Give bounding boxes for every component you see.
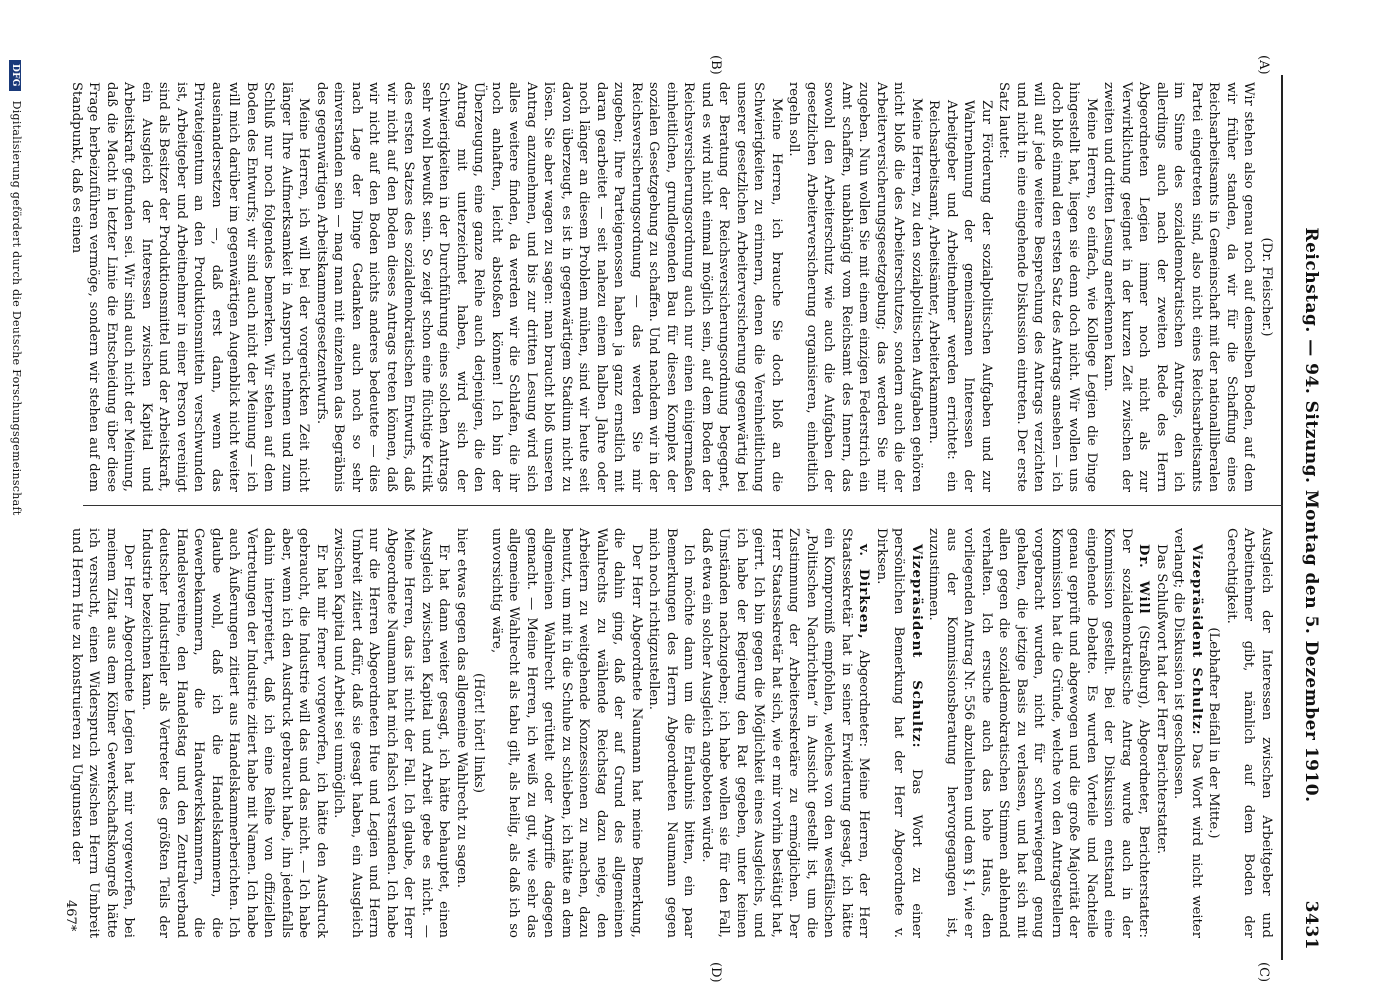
left-column xyxy=(68,82,1276,492)
footer-text: Digitalisierung gefördert durch die Deutsche Forschungsgemeinschaft xyxy=(10,100,23,516)
page-number: 3431 xyxy=(1301,900,1321,950)
paragraph xyxy=(138,528,331,938)
paragraph-text: Meine Herren, ich brauche Sie doch bloß an die Schwierigkeiten zu erinnern, denen die Vereinheitlichung unserer gesetzlichen Arbeiterversicherung gegenwärtig bei der Beratung der Reichsversicherungsordnung begegnet, und es wird nicht einmal möglich sein, auf dem Boden der Reichsversicherungsordnung auch nur einen einigermaßen einheitlichen, grundlegenden Bau für diesen Komplex der sozialen Gesetzgebung zu schaffen. Und nachdem wir in der Reichsversicherungsordnung — das werden Sie mir zugeben; Ihre Parteigenossen haben ja ganz ernstlich mit daran gearbeitet — seit nahezu einem halben Jahre oder noch länger an diesem Problem mühen, sind wir heute seit davon überzeugt, es ist in gegenwärtigem Stadium nicht zu lösen. Sie aber wagen zu sagen: man braucht bloß unseren Antrag anzunehmen, und bis zur dritten Lesung wird sich alles weitere finden, da werden wir die Schlafen, die ihr noch anhaften, leicht abstoßen können! Ich bin der Überzeugung, eine ganze Reihe auch derjenigen, die den Antrag mit unterzeichnet haben, wird sich der Schwierigkeiten in der Durchführung eines solchen Antrags sehr wohl bewußt sein. So zeigt schon eine flüchtige Kritik des ersten Satzes des sozialdemokratischen Entwurfs, daß wir nicht auf den Boden dieses Antrags treten können, daß wir nicht auf den Boden nichts anderes bedeutete — dies nach Lage der Dinge Gedanken auch noch so sehr einverstanden sein — mag man mit einzelnen das Begräbnis des gegenwärtigen Arbeitskammergesetzentwurfs. xyxy=(314,82,784,492)
paragraph xyxy=(1223,528,1276,938)
paragraph-text: Ausgleich der Interessen zwischen Arbeitgeber und Arbeitnehmer gibt, nämlich auf dem Boden der Gerechtigkeit. xyxy=(1224,528,1274,938)
dfg-logo: DFG xyxy=(9,60,21,91)
paragraph xyxy=(1258,82,1276,492)
paragraph-text: Der Herr Abgeordnete Naumann hat meine Bemerkung, die dahin ging, daß der auf Grund des allgemeinen Wahlrechts zu wählende Reichstag dazu neige, den Arbeitern zu weitgehende Konzessionen zu machen, dazu benutzt, um mit in die Schuhe zu schieben, ich hätte an dem allgemeinen Wahlrecht gerüttelt oder Angriffe dagegen gemacht. — Meine Herren, ich weiß zu gut, wie sehr das allgemeine Wahlrecht als tabu gilt, als heilig, als daß ich so unvorsichtig wäre, xyxy=(489,528,644,938)
header-title: Reichstag. — 94. Sitzung. Montag den 5. Dezember 1910. xyxy=(1301,227,1321,803)
paragraph-text: hier etwas gegen das allgemeine Wahlrecht zu sagen. xyxy=(454,528,469,888)
paragraph xyxy=(453,528,471,938)
speaker-name: Vizepräsident Schultz: xyxy=(909,544,924,749)
paragraph-text: Meine Herren, so einfach, wie Kollege Legien die Dinge hingestellt hat, liegen sie denn doch nicht. Wir wollen uns doch bloß einmal den ersten Satz des Antrags ansehen — ich will auf jede weitere Besprechung des Antrags verzichten und nicht in eine eingehende Diskussion eintreten. Der erste Satz lautet: xyxy=(996,82,1099,492)
paragraph xyxy=(488,528,646,938)
speaker-name: Vizepräsident Schultz: xyxy=(1189,544,1204,736)
header-rule xyxy=(1281,75,1283,960)
paragraph-text: (Straßburg), Abgeordneter, Berichterstatter: Der sozialdemokratische Antrag wurde auch in der Kommission gestellt. Bei der Diskussion entstand eine eingehende Debatte. Es wurden Vorteile und Nachteile genau geprüft und abgewogen und die große Majorität der Kommission hat die Gründe, welche von den Antragstellern vorgebracht wurden, nicht für schwerwiegend genug gehalten, die jetzige Basis zu verlassen, und hat sich mit allen gegen die sozialdemokratischen Stimmen ablehnend verhalten. Ich ersuche auch das hohe Haus, den vorliegenden Antrag Nr. 556 abzulehnen und dem § 1, wie er aus der Kommissionsberatung hervorgegangen ist, zuzustimmen. xyxy=(926,528,1152,938)
paragraph xyxy=(68,82,313,492)
page-header xyxy=(1291,80,1321,950)
margin-marker-c: (C) xyxy=(1256,962,1271,983)
paragraph xyxy=(68,528,138,938)
footer xyxy=(9,60,23,516)
paragraph-text: (Lebhafter Beifall in der Mitte.) xyxy=(1206,627,1222,839)
paragraph xyxy=(698,528,873,938)
paragraph xyxy=(1205,528,1223,938)
margin-marker-d: (D) xyxy=(708,962,723,983)
paragraph xyxy=(1153,528,1171,938)
paragraph-text: Der Herr Abgeordnete Legien hat mir vorgeworfen, bei meinem Zitat aus dem Kölner Gewerkschaftskongreß hätte ich versucht, einen Widerspruch zwischen Herrn Umbreit und Herrn Hue zu konstruieren zu Ungunsten der xyxy=(69,528,137,938)
paragraph xyxy=(313,82,786,492)
paragraph-text: Wir stehen also genau noch auf demselben Boden, auf dem wir früher standen, da wir für die Schaffung eines Reichsarbeitsamts in Gemeinschaft mit der nationalliberalen Partei eingetreten sind, also nicht eines Reichsarbeitsamts im Sinne des sozialdemokratischen Antrags, den ich allerdings auch nach der zweiten Rede des Herrn Abgeordneten Legien immer noch nicht als zur Verwirklichung geeignet in der kurzen Zeit zwischen der zweiten und dritten Lesung anerkennen kann. xyxy=(1101,82,1257,492)
paragraph-text: Das Schlußwort hat der Herr Berichterstatter. xyxy=(1154,544,1169,855)
signature-mark: 467* xyxy=(63,900,78,932)
paragraph-text: (Dr. Fleischer.) xyxy=(1259,237,1274,337)
paragraph xyxy=(995,82,1100,492)
margin-marker-a: (A) xyxy=(1256,55,1271,75)
paragraph xyxy=(645,528,698,938)
speaker-name: v. Dirksen, xyxy=(856,544,872,640)
paragraph xyxy=(1100,82,1258,492)
paragraph-text: Abgeordneter: Meine Herren, der Herr Staatssekretär hat in seiner Erwiderung gesagt, ich hätte ein Kompromiß empfohlen, welches von den westfälischen „Politischen Nachrichten“ in Aussicht gestellt ist, um die Zustimmung der Arbeitersekretäre zu ermöglichen. Der Herr Staatssekretär hat sich, wie er mir vorhin bestätigt hat, geirrt. Ich bin gegen die Möglichkeit eines Ausgleichs, und ich habe der Regierung den Rat gegeben, unter keinen Umständen nachzugeben; ich habe wollen sie für den Fall, daß etwa ein solcher Ausgleich angeboten würde. xyxy=(699,528,872,938)
paragraph xyxy=(925,100,995,492)
margin-marker-b: (B) xyxy=(708,55,723,75)
paragraph xyxy=(470,528,488,938)
paragraph xyxy=(873,528,926,938)
paragraph-text: Das Wort zu einer persönlichen Bemerkung hat der Herr Abgeordnete v. Dirksen. xyxy=(874,528,924,938)
paragraph-text: (Hört! hört! links) xyxy=(471,672,487,794)
paragraph-text: Meine Herren, ich will bei der vorgerückten Zeit nicht länger Ihre Aufmerksamkeit in Anspruch nehmen und zum Schluß nur noch folgendes bemerken. Wir stehen auf dem Boden des Entwurfs; wir sind auch nicht der Meinung — ich will mich darüber im gegenwärtigen Augenblick nicht weiter auseinandersetzen —, daß erst dann, wenn das Privateigentum an den Produktionsmitteln verschwunden ist, Arbeitgeber und Arbeitnehmer in einer Person vereinigt sind als Besitzer der Produktionsmittel und der Arbeitskraft, ein Ausgleich der Interessen zwischen Kapital und Arbeitskraft gefunden sei. Wir sind auch nicht der Meinung, daß die Macht in letzter Linie die Entscheidung über diese Frage herbeizuführen vermöge, sondern wir stehen auf dem Standpunkt, daß es einen xyxy=(69,82,312,492)
paragraph xyxy=(785,82,925,492)
paragraph xyxy=(925,528,1153,938)
paragraph-text: Er hat dann weiter gesagt, ich hätte behauptet, einen Ausgleich zwischen Kapital und Arbeit gebe es nicht. — Meine Herren, das ist nicht der Fall. Ich glaube, der Herr Abgeordnete Naumann hat mich falsch verstanden. Ich habe nur die Herren Abgeordneten Hue und Legien und Herrn Umbreit zitiert dafür, daß sie gesagt haben, ein Ausgleich zwischen Kapital und Arbeit sei unmöglich. xyxy=(331,528,452,938)
paragraph-text: Das Wort wird nicht weiter verlangt; die Diskussion ist geschlossen. xyxy=(1171,528,1204,938)
paragraph-text: Er hat mir ferner vorgeworfen, ich hätte den Ausdruck gebraucht, die Industrie will das und das nicht. — Ich habe aber, wenn ich den Ausdruck gebraucht habe, ihn jedenfalls dahin interpretiert, daß ich eine Reihe von offiziellen Vertretungen der Industrie zitiert habe mit Namen. Ich habe auch Äußerungen zitiert aus Handelskammerberichten. Ich glaube wohl, daß ich die Handelskammern, die Gewerbekammern, die Handwerkskammern, die Handelsvereine, den Handelstag und den Zentralverband deutscher Industrieller als Vertreter des größten Teils der Industrie bezeichnen kann. xyxy=(139,528,329,938)
paragraph xyxy=(1170,528,1205,938)
right-column xyxy=(68,528,1276,938)
paragraph-text: Zur Förderung der sozialpolitischen Aufgaben und zur Wahrnehmung der gemeinsamen Interessen der Arbeitgeber und Arbeitnehmer werden errichtet: ein Reichsarbeitsamt, Arbeitsämter, Arbeiterkammern. xyxy=(926,100,994,492)
column-divider xyxy=(83,505,1283,506)
paragraph-text: Meine Herren, zu den sozialpolitischen Aufgaben gehören nicht bloß die des Arbeiterschutzes, sondern auch die der Arbeiterversicherungsgesetzgebung; das werden Sie mir zugeben. Nun wollen Sie mit einem einzigen Federstrich ein Amt schaffen, unabhängig vom Reichsamt des Innern, das sowohl den Arbeiterschutz wie auch die Aufgaben der gesetzlichen Arbeiterversicherung organisieren, einheitlich regeln soll. xyxy=(786,82,924,492)
speaker-name: Dr. Will xyxy=(1136,544,1152,615)
paragraph-text: Ich möchte dann um die Erlaubnis bitten, ein paar Bemerkungen des Herrn Abgeordneten Naumann gegen mich noch richtigzustellen. xyxy=(646,528,697,938)
paragraph xyxy=(330,528,453,938)
